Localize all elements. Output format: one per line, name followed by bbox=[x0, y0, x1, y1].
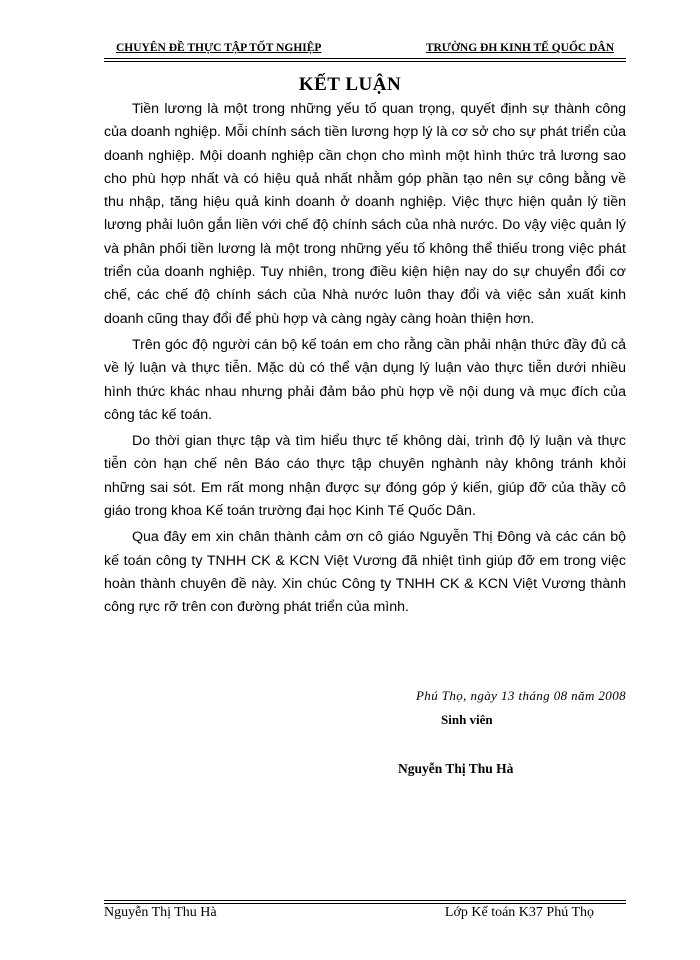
footer-rule-thick bbox=[104, 903, 626, 904]
paragraph-1: Tiền lương là một trong những yếu tố quan trọng, quyết định sự thành công của doanh nghiệp. Mỗi chính sách tiền lương hợp lý là cơ sở cho sự phát triển của doanh nghiệp. Mội doanh nghiệp cần chọn cho mình một hình thức trả lương sao cho phù hợp nhất và có hiệu quả nhất nhằm góp phần tạo nên sự công bằng về thu nhập, tăng hiệu quả kinh doanh ở doanh nghiệp. Việc thực hiện quản lý tiền lương phải luôn gắn liền với chế độ chính sách của nhà nước. Do vậy việc quản lý và phân phối tiền lương là một trong những yếu tố không thể thiếu trong việc phát triển của doanh nghiệp. Tuy nhiên, trong điều kiện hiện nay do sự chuyển đổi cơ chế, các chế độ chính sách của Nhà nước luôn thay đổi và việc sản xuất kinh doanh cũng thay đổi để phù hợp và càng ngày càng hoàn thiện hơn. bbox=[104, 101, 626, 327]
page-title: KẾT LUẬN bbox=[298, 74, 402, 95]
footer-left-text: Nguyễn Thị Thu Hà bbox=[104, 905, 217, 920]
header-left-text: CHUYÊN ĐỀ THỰC TẬP TỐT NGHIỆP bbox=[116, 42, 322, 54]
footer-rule-thin bbox=[104, 900, 626, 901]
signature-date: Phú Thọ, ngày 13 tháng 08 năm 2008 bbox=[415, 688, 626, 703]
paragraph-4: Qua đây em xin chân thành cảm ơn cô giáo Nguyễn Thị Đông và các cán bộ kế toán công ty TNHH CK & KCN Việt Vương đã nhiệt tình giúp đỡ em trong việc hoàn thành chuyên đề này. Xin chúc Công ty TNHH CK & KCN Việt Vương thành công rực rỡ trên con đường phát triển của mình. bbox=[104, 529, 626, 616]
document-body bbox=[104, 98, 626, 623]
header-rule-thick bbox=[104, 58, 626, 59]
header-right-text: TRƯỜNG ĐH KINH TẾ QUỐC DÂN bbox=[425, 42, 614, 54]
header-rule-thin bbox=[104, 61, 626, 62]
signature-name: Nguyễn Thị Thu Hà bbox=[398, 761, 514, 776]
signature-role: Sinh viên bbox=[441, 712, 493, 727]
paragraph-3: Do thời gian thực tập và tìm hiểu thực tế không dài, trình độ lý luận và thực tiễn còn hạn chế nên Báo cáo thực tập chuyên nghành này không tránh khỏi những sai sót. Em rất mong nhận được sự đóng góp ý kiến, giúp đỡ của thầy cô giáo trong khoa Kế toán trường đại học Kinh Tế Quốc Dân. bbox=[104, 433, 626, 520]
footer-right-text: Lớp Kế toán K37 Phú Thọ bbox=[444, 905, 594, 920]
page-header bbox=[104, 40, 626, 58]
paragraph-2: Trên góc độ người cán bộ kế toán em cho rằng cần phải nhận thức đầy đủ cả về lý luận và thực tiễn. Mặc dù có thể vận dụng lý luận vào thực tiễn dưới nhiều hình thức khác nhau nhưng phải đảm bảo phù hợp về nội dung và mục đích của công tác kế toán. bbox=[104, 336, 626, 423]
